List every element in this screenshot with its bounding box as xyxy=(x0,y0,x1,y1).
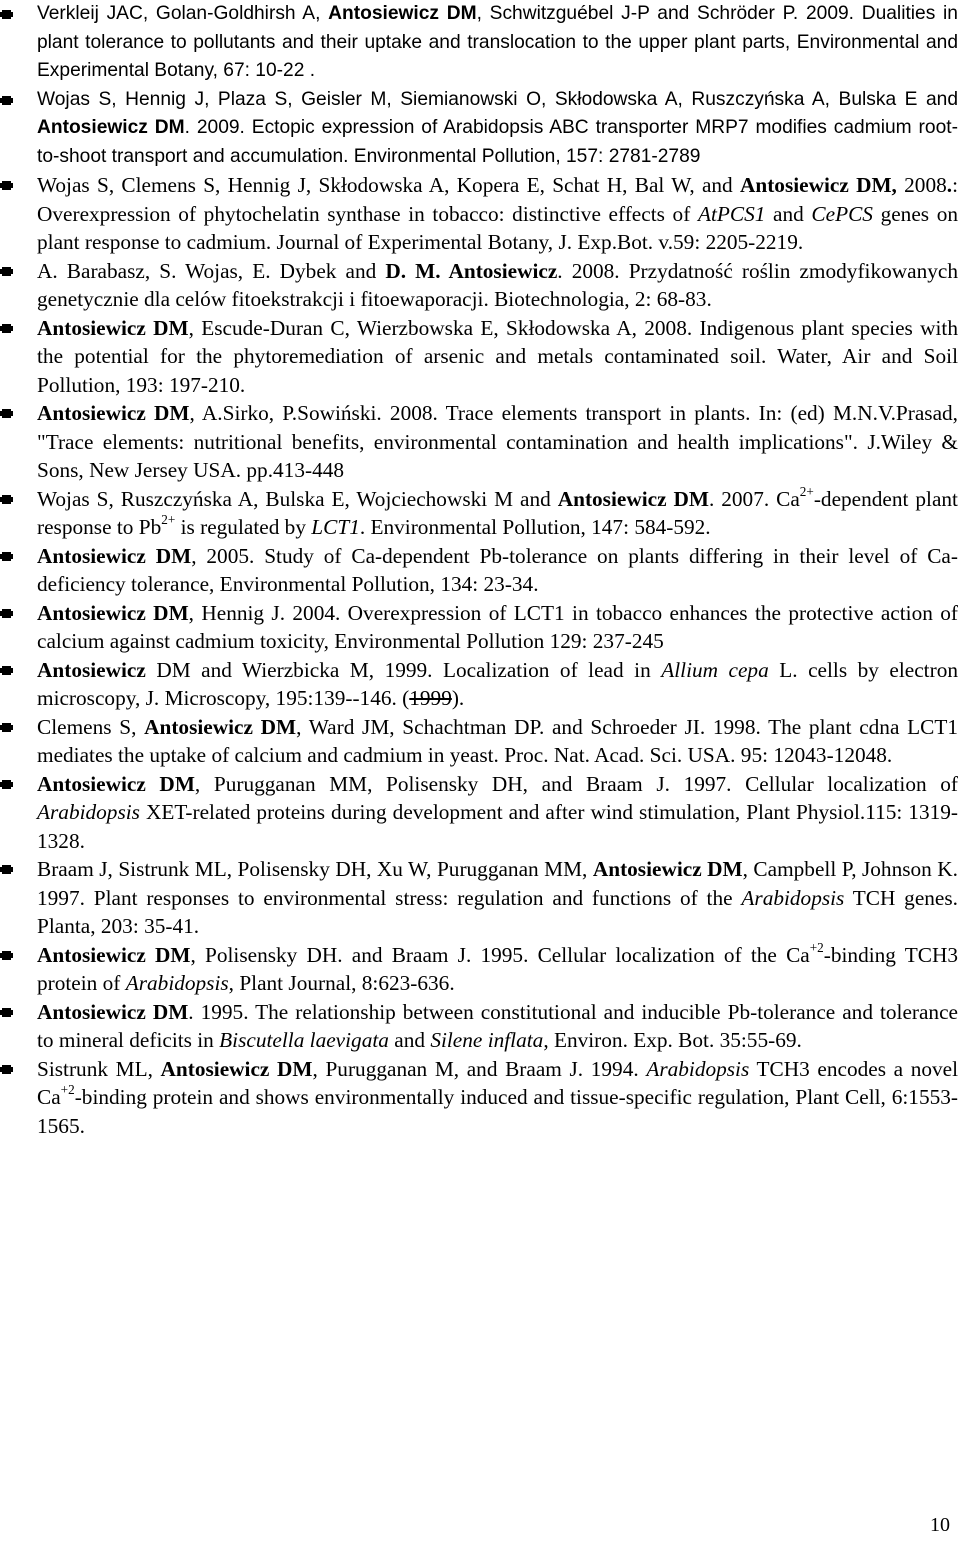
reference-text-run: . 1995. The relationship between constitutional and inducible Pb-tolerance and tolerance to mineral deficits in xyxy=(37,999,958,1052)
reference-text-run: . Environmental Pollution, 147: 584-592. xyxy=(359,515,711,539)
reference-text-run: Biscutella laevigata xyxy=(219,1028,389,1052)
reference-text-run: Arabidopsis xyxy=(125,971,229,995)
reference-item xyxy=(0,998,958,1055)
reference-text-run: and xyxy=(388,1028,431,1052)
reference-text-run: , 2005. Study of Ca-dependent Pb-tolerance on plants differing in their level of Ca-deficiency tolerance, Environmental Pollution, 134: 23-34. xyxy=(37,543,958,596)
reference-item xyxy=(0,855,958,941)
reference-item xyxy=(0,171,958,257)
reference-text-run: D. M. Antosiewicz xyxy=(385,258,558,283)
reference-text-run: Allium cepa xyxy=(661,657,769,682)
reference-text-run: . xyxy=(946,173,953,197)
page-number: 10 xyxy=(930,1514,950,1536)
reference-text-run: Antosiewicz DM xyxy=(37,771,195,796)
reference-text-run: ). xyxy=(451,686,465,710)
reference-text-run: Antosiewicz xyxy=(37,657,146,682)
reference-text-run: -dependent plant response to Pb xyxy=(37,486,958,539)
reference-text-run: Antosiewicz DM xyxy=(160,1056,313,1081)
reference-text-run: Antosiewicz DM xyxy=(557,486,709,511)
square-bullet-icon xyxy=(2,1065,11,1074)
reference-text xyxy=(37,401,958,482)
reference-text-run: -binding TCH3 protein of xyxy=(37,942,958,995)
reference-text-run: +2 xyxy=(60,1082,75,1098)
reference-item xyxy=(0,257,958,314)
reference-item xyxy=(0,485,958,542)
reference-item xyxy=(0,713,958,770)
reference-text-run: -binding protein and shows environmentally induced and tissue-specific regulation, Plant Cell, 6:1553-1565. xyxy=(37,1085,958,1138)
reference-text-run: Antosiewicz DM xyxy=(37,315,189,340)
reference-text-run: LCT1 xyxy=(311,515,360,539)
reference-text-run: CePCS xyxy=(811,201,873,226)
reference-text-run: Antosiewicz DM xyxy=(37,401,190,425)
reference-text-run: Antosiewicz DM xyxy=(37,117,185,138)
reference-item xyxy=(0,399,958,485)
square-bullet-icon xyxy=(2,780,11,789)
reference-text xyxy=(37,544,958,597)
reference-text-run: 2+ xyxy=(161,512,176,528)
reference-text-run: . 2008. Przydatność roślin zmodyfikowanych genetycznie dla celów fitoekstrakcji i fitoewaporacji. Biotechnologia, 2: 68-83. xyxy=(37,258,958,311)
reference-item xyxy=(0,770,958,856)
reference-item xyxy=(0,941,958,998)
reference-text-run: , Polisensky DH. and Braam J. 1995. Cellular localization of the Ca xyxy=(190,942,810,967)
reference-text-run: Verkleij JAC, Golan-Goldhirsh A, xyxy=(37,3,329,24)
reference-text xyxy=(37,857,958,938)
reference-text xyxy=(37,939,958,996)
reference-text xyxy=(37,658,958,711)
square-bullet-icon xyxy=(2,181,11,190)
reference-item xyxy=(0,656,958,713)
reference-text-run: Sistrunk ML, xyxy=(37,1056,161,1081)
reference-text xyxy=(37,3,958,81)
reference-text-run: , Escude-Duran C, Wierzbowska E, Skłodowska A, 2008. Indigenous plant species with the potential for the phytoremediation of arsenic and metals contaminated soil. Water, Air and Soil Pollution, 193: 197-210. xyxy=(37,315,958,397)
reference-text-run: 2+ xyxy=(799,483,814,499)
reference-text-run: Wojas S, Ruszczyńska A, Bulska E, Wojciechowski M and xyxy=(37,486,558,511)
reference-text-run: XET-related proteins during development and after wind stimulation, Plant Physiol.115: 1319-1328. xyxy=(37,800,958,853)
reference-text-run: , Environ. Exp. Bot. 35:55-69. xyxy=(543,1028,802,1052)
square-bullet-icon xyxy=(2,552,11,561)
reference-text-run: Wojas S, Hennig J, Plaza S, Geisler M, Siemianowski O, Skłodowska A, Ruszczyńska A, Bulska E and xyxy=(37,88,958,110)
reference-text-run: Antosiewicz DM, xyxy=(739,173,897,197)
square-bullet-icon xyxy=(2,951,11,960)
reference-text-run: and xyxy=(765,201,812,226)
reference-text xyxy=(37,601,958,654)
square-bullet-icon xyxy=(2,865,11,874)
reference-item xyxy=(0,314,958,400)
reference-text-run: Silene inflata xyxy=(430,1028,544,1052)
reference-text-run: , Plant Journal, 8:623-636. xyxy=(228,971,455,995)
reference-text xyxy=(37,772,958,853)
reference-item xyxy=(0,0,958,86)
reference-item xyxy=(0,1055,958,1141)
square-bullet-icon xyxy=(2,409,11,418)
reference-text xyxy=(37,715,958,768)
reference-text-run: , Campbell P, Johnson K. 1997. Plant responses to environmental stress: regulation and functions of the xyxy=(37,857,958,910)
reference-text-run: A. Barabasz, S. Wojas, E. Dybek and xyxy=(37,258,386,283)
reference-text xyxy=(37,1057,958,1138)
reference-text-run: Arabidopsis xyxy=(646,1056,750,1081)
reference-item xyxy=(0,599,958,656)
reference-text-run: Antosiewicz DM xyxy=(37,942,191,967)
square-bullet-icon xyxy=(2,723,11,732)
reference-text-run: Arabidopsis xyxy=(741,885,845,910)
reference-text-run: 2008 xyxy=(896,173,947,197)
reference-text-run: Clemens S, xyxy=(37,714,145,739)
reference-text-run: genes on plant response to cadmium. Journal of Experimental Botany, J. Exp.Bot. v.59: 2205-2219. xyxy=(37,201,959,254)
reference-text xyxy=(37,259,958,312)
reference-text-run: Antosiewicz DM xyxy=(328,3,477,24)
reference-text-run: , Schwitzguébel J-P and Schröder P. 2009. Dualities in plant tolerance to pollutants and their uptake and translocation to the upper plant parts, Environmental and Experimental Botany, 67: 10-22 . xyxy=(37,3,958,81)
square-bullet-icon xyxy=(2,10,11,19)
reference-text xyxy=(37,316,958,397)
reference-text-run: , A.Sirko, P.Sowiński. 2008. Trace elements transport in plants. In: (ed) M.N.V.Prasad, "Trace elements: nutritional benefits, environmental contamination and health implications". J.Wiley & Sons, New Jersey USA. pp.413-448 xyxy=(37,401,958,482)
square-bullet-icon xyxy=(2,666,11,675)
reference-text xyxy=(37,89,958,167)
reference-text-run: TCH genes. Planta, 203: 35-41. xyxy=(37,885,958,938)
reference-text-run: L. cells by electron microscopy, J. Microscopy, 195:139--146. ( xyxy=(37,657,958,710)
reference-text-run: . 2007. Ca xyxy=(708,486,800,511)
reference-text-run: AtPCS1 xyxy=(697,201,766,226)
reference-text-run: Braam J, Sistrunk ML, Polisensky DH, Xu W, Purugganan MM, xyxy=(37,857,593,881)
reference-text-run: , Purugganan M, and Braam J. 1994. xyxy=(312,1056,647,1081)
reference-text-run: , Ward JM, Schachtman DP. and Schroeder JI. 1998. The plant cdna LCT1 mediates the uptake of calcium and cadmium in yeast. Proc. Nat. Acad. Sci. USA. 95: 12043-12048. xyxy=(37,714,958,767)
reference-text-run: . 2009. Ectopic expression of Arabidopsis ABC transporter MRP7 modifies cadmium root-to-shoot transport and accumulation. Environmental Pollution, 157: 2781-2789 xyxy=(37,117,958,167)
reference-text-run: Antosiewicz DM xyxy=(37,543,192,568)
reference-text-run: , Purugganan MM, Polisensky DH, and Braam J. 1997. Cellular localization of xyxy=(194,771,958,796)
square-bullet-icon xyxy=(2,495,11,504)
reference-text-run: Antosiewicz DM xyxy=(592,857,743,881)
reference-text-run: Antosiewicz DM xyxy=(37,600,189,625)
reference-text-run: 1999 xyxy=(409,686,452,710)
reference-item xyxy=(0,86,958,172)
reference-text-run: is regulated by xyxy=(175,515,312,539)
reference-text-run: Arabidopsis xyxy=(37,800,140,824)
reference-text-run: TCH3 encodes a novel Ca xyxy=(37,1056,959,1109)
reference-text xyxy=(37,173,958,254)
reference-item xyxy=(0,542,958,599)
square-bullet-icon xyxy=(2,267,11,276)
square-bullet-icon xyxy=(2,609,11,618)
square-bullet-icon xyxy=(2,324,11,333)
reference-text-run: : Overexpression of phytochelatin synthase in tobacco: distinctive effects of xyxy=(37,173,959,226)
reference-text xyxy=(37,483,958,540)
square-bullet-icon xyxy=(2,96,11,105)
square-bullet-icon xyxy=(2,1008,11,1017)
reference-text-run: DM and Wierzbicka M, 1999. Localization of lead in xyxy=(145,657,662,682)
reference-text-run: Antosiewicz DM xyxy=(37,999,189,1024)
reference-text xyxy=(37,1000,958,1053)
reference-text-run: Wojas S, Clemens S, Hennig J, Skłodowska A, Kopera E, Schat H, Bal W, and xyxy=(37,173,740,197)
reference-text-run: , Hennig J. 2004. Overexpression of LCT1 in tobacco enhances the protective action of calcium against cadmium toxicity, Environmental Pollution 129: 237-245 xyxy=(37,600,958,653)
reference-text-run: +2 xyxy=(809,939,824,955)
reference-text-run: Antosiewicz DM xyxy=(144,714,297,739)
